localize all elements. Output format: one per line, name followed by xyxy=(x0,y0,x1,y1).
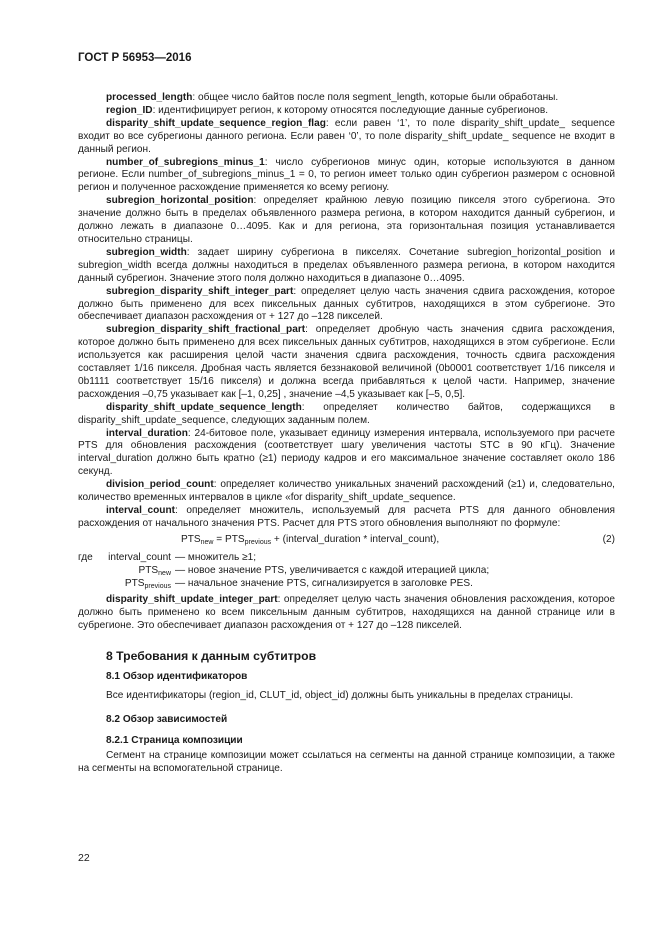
pts-formula xyxy=(78,534,615,548)
field-subregion-disparity-shift-integer-part: subregion_disparity_shift_integer_part: определяет целую часть значения сдвига расхождения, которое должно быть применено для всех пиксельных данных субтитров, находящихся в этом субрегионе. Это обеспечивает диапазон расхождения от + 127 до –128 пикселей. xyxy=(78,285,615,323)
where-row xyxy=(78,578,615,591)
where-description: — множитель ≥1; xyxy=(175,551,257,563)
formula-number: (2) xyxy=(602,533,615,545)
field-number-of-subregions-minus-1: number_of_subregions_minus_1: число субрегионов минус один, которые используются в данном регионе. Если number_of_subregions_minus_1 = 0, то регион имеет только один субрегион размером с основной регион и полученное расхождение применяется ко всему региону. xyxy=(78,156,615,194)
where-label: где xyxy=(78,551,93,563)
where-term: interval_count xyxy=(108,551,171,563)
field-division-period-count: division_period_count: определяет количество уникальных значений расхождений (≥1) и, следовательно, количество временных интервалов в цикле «for disparity_shift_update_sequence. xyxy=(78,479,615,504)
document-header: ГОСТ Р 56953—2016 xyxy=(78,52,192,64)
formula-expression: $PTS_{new} = PTS_{previous}$ + (interval_duration * interval_count), xyxy=(181,533,440,546)
where-row xyxy=(78,552,615,565)
page-number: 22 xyxy=(78,852,90,864)
section-8-2-title: 8.2 Обзор зависимостей xyxy=(106,714,228,726)
field-disparity-shift-update-sequence-region-flag: disparity_shift_update_sequence_region_flag: если равен ‘1’, то поле disparity_shift_update_ sequence входит во все субрегионы данного региона. Если равен ‘0’, то поле disparity_shift_update_ sequence не входит в данный регион. xyxy=(78,117,615,155)
field-subregion-horizontal-position: subregion_horizontal_position: определяет крайнюю левую позицию пикселя этого субрегиона. Это значение должно быть в пределах объявленного размера региона, в котором находится данный субрегион, и должно лежать в диапазоне 0…4095. Как и для региона, эта горизонтальная позиция устанавливается относительно страницы. xyxy=(78,195,615,245)
field-region-id: region_ID: идентифицирует регион, к которому относятся последующие данные субрегионов. xyxy=(106,104,549,116)
field-subregion-width: subregion_width: задает ширину субрегиона в пикселях. Сочетание subregion_horizontal_position и subregion_width всегда должны находиться в пределах объявленного размера региона, в котором находится данный субрегион. Значение этого поля должно находиться в диапазоне 0…4095. xyxy=(78,246,615,284)
where-description: — начальное значение PTS, сигнализируется в заголовке PES. xyxy=(175,577,473,589)
section-8-2-1-text: Сегмент на странице композиции может ссылаться на сегменты на данной странице композиции, а также на сегменты на вспомогательной странице. xyxy=(78,750,615,774)
where-row xyxy=(78,565,615,578)
field-interval-duration: interval_duration: 24-битовое поле, указывает единицу измерения интервала, используемого при расчете PTS для обновления расхождения (соответствует шагу увеличения частоты STC в 90 кГц). Значение interval_duration должно быть кратно (≥1) периоду кадров и его максимальное значение составляет около 186 секунд. xyxy=(78,427,615,478)
page-body xyxy=(78,92,615,776)
field-processed-length: processed_length: общее число байтов после поля segment_length, которые были обработаны. xyxy=(106,92,559,103)
field-subregion-disparity-shift-fractional-part: subregion_disparity_shift_fractional_part: определяет дробную часть значения сдвига расхождения, которое должно быть применено для всех пиксельных данных субтитров, находящихся в этом субрегионе. Если используется как расширения целой части значения сдвига расхождения, точность сдвига расхождения составляет 1/16 пикселя. Дробная часть является беззнаковой величиной (0b0001 соответствует 1/16 пикселя и 0b1111 соответствует 15/16 пикселя) и должна всегда прибавляться к целой части. Например, значение расхождения –0,75 указывает как [–1, 0,25] , значение –4,5 указывает как [–5, 0,5]. xyxy=(78,324,615,400)
where-term: $PTS_{previous}$ xyxy=(124,577,171,590)
section-8-1-text: Все идентификаторы (region_id, CLUT_id, object_id) должны быть уникальны в пределах страницы. xyxy=(106,690,574,702)
field-disparity-shift-update-integer-part: disparity_shift_update_integer_part: определяет целую часть значения обновления расхождения, которое должно быть применено ко всем пиксельным данным субтитров, находящихся на данной странице или в субрегионе. Это обеспечивает диапазон расхождения от + 127 до –128 пикселей. xyxy=(78,593,615,631)
section-8-title: 8 Требования к данным субтитров xyxy=(106,648,317,663)
where-term: $PTS_{new}$ xyxy=(138,564,171,577)
section-8-2-1-title: 8.2.1 Страница композиции xyxy=(106,735,243,747)
field-disparity-shift-update-sequence-length: disparity_shift_update_sequence_length: определяет количество байтов, содержащихся в disparity_shift_update_sequence, следующих заданным полем. xyxy=(78,401,615,426)
section-8-1-title: 8.1 Обзор идентификаторов xyxy=(106,671,248,683)
where-description: — новое значение PTS, увеличивается с каждой итерацией цикла; xyxy=(175,564,490,576)
field-interval-count: interval_count: определяет множитель, используемый для расчета PTS для данного обновления расхождения от начального значения PTS. Расчет для PTS этого обновления выполняют по формуле: xyxy=(78,505,615,529)
